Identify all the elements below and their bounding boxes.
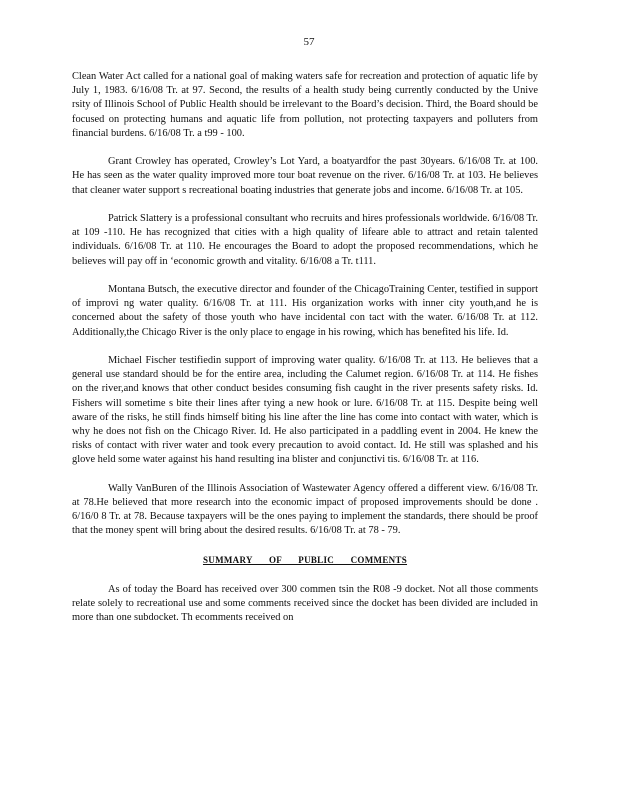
paragraph-patrick-slattery: Patrick Slattery is a professional consultant who recruits and hires professionals worldwide. 6/16/08 Tr. at 109 -110. He has recognized that cities with a high quality of lifeare able to attract and retain talented individuals. 6/16/08 Tr. at 110. He encourages the Board to adopt the proposed recommendations, which he believes will pay off in ‘economic growth and vitality. 6/16/08 a Tr. t111. <box>72 213 538 267</box>
paragraph-summary: As of today the Board has received over 300 commen tsin the R08 -9 docket. Not all those comments relate solely to recreational use and some comments received since the docket has been divided are included in more than one subdocket. Th ecomments received on <box>72 584 538 624</box>
paragraph-clean-water-act: Clean Water Act called for a national goal of making waters safe for recreation and protection of aquatic life by July 1, 1983. 6/16/08 Tr. at 97. Second, the results of a health study being currently conducted by the Unive rsity of Illinois School of Public Health should be irrelevant to the Board’s decision. Third, the Board should be focused on protecting humans and aquatic life from pollution, not protecting taxpayers and polluters from financial burdens. 6/16/08 Tr. a t99 - 100. <box>72 71 538 139</box>
page-body <box>72 70 538 640</box>
paragraph-grant-crowley: Grant Crowley has operated, Crowley’s Lot Yard, a boatyardfor the past 30years. 6/16/08 Tr. at 100. He has seen as the water quality improved more tour boat revenue on the river. 6/16/08 Tr. at 103. He believes that cleaner water support s recreational boating industries that generate jobs and income. 6/16/08 Tr. at 105. <box>72 156 538 196</box>
paragraph-montana-butsch: Montana Butsch, the executive director and founder of the ChicagoTraining Center, testified in support of improvi ng water quality. 6/16/08 Tr. at 111. His organization works with inner city youth,and he is concerned about the safety of those youth who have incidental con tact with the water. 6/16/08 Tr. at 112. Additionally,the Chicago River is the only place to engage in his rowing, which has benefited his life. Id. <box>72 284 538 338</box>
paragraph-wally-vanburen: Wally VanBuren of the Illinois Association of Wastewater Agency offered a different view. 6/16/08 Tr. at 78.He believed that more research into the economic impact of proposed improvements should be done . 6/16/0 8 Tr. at 78. Because taxpayers will be the ones paying to implement the standards, there should be proof that the money spent will bring about the desired results. 6/16/08 Tr. at 78 - 79. <box>72 482 538 537</box>
paragraph-michael-fischer: Michael Fischer testifiedin support of improving water quality. 6/16/08 Tr. at 113. He believes that a general use standard should be for the entire area, including the Calumet region. 6/16/08 Tr. at 114. He fishes on the river,and knows that other conduct besides consuming fish caught in the river presents safety risks. Id. Fishers will sometime s bite their lines after tying a new hook or lure. 6/16/08 Tr. at 115. Despite being well aware of the risks, he still finds himself biting his line after the line has come into contact with water, which is why he does not fish on the Chicago River. Id. He also participated in a paddling event in 2004. He knew the risks of contact with river water and took every precaution to avoid contact. Id. He still was splashed and his glove held some water against his hand resulting ina blister and conjunctivi tis. 6/16/08 Tr. at 116. <box>72 355 538 466</box>
page-number: 57 <box>303 36 315 48</box>
section-heading: SUMMARY OF PUBLIC COMMENTS <box>202 554 408 565</box>
